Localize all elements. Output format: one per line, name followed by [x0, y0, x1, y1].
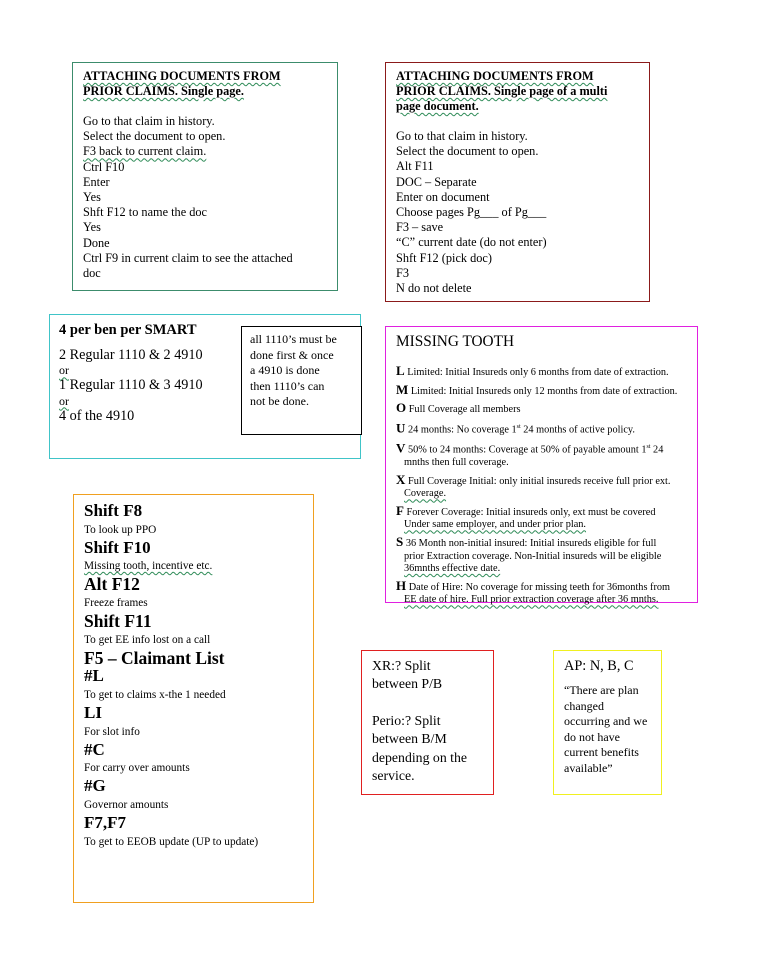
coverage-code: S — [396, 534, 404, 550]
coverage-code: X — [396, 471, 406, 487]
shortcut-key: #G — [84, 776, 106, 796]
coverage-item — [396, 502, 687, 532]
step: N do not delete — [396, 281, 472, 296]
note-box-split — [361, 650, 494, 795]
shortcut-desc: For carry over amounts — [84, 762, 190, 775]
shortcut-desc: To look up PPO — [84, 523, 157, 536]
step: Go to that claim in history. — [83, 114, 215, 128]
split-line: depending on the — [372, 749, 468, 765]
coverage-code: O — [396, 400, 407, 416]
coverage-text: Date of Hire: No coverage for missing teeth for 36months from — [408, 581, 671, 593]
step: doc — [83, 266, 101, 281]
coverage-text: 24 — [650, 444, 664, 456]
note-title: MISSING TOOTH — [396, 333, 514, 350]
shortcut-desc: To get EE info lost on a call — [84, 633, 211, 646]
step: Select the document to open. — [396, 144, 539, 159]
coverage-text: 24 months: No coverage 1 — [407, 424, 517, 436]
step: Shft F12 (pick doc) — [396, 250, 492, 265]
note-box-missing-tooth — [385, 326, 698, 606]
note-line: all 1110’s must be — [250, 332, 337, 346]
step: Enter on document — [396, 189, 490, 204]
step: Enter — [83, 174, 110, 189]
title-line: PRIOR CLAIMS. Single page. — [83, 84, 244, 98]
shortcut-desc: To get to claims x-the 1 needed — [84, 688, 226, 701]
note-box-attaching-multi-page — [385, 62, 650, 302]
shortcut-key: #L — [84, 666, 104, 686]
shortcut-key: Alt F12 — [84, 574, 140, 595]
shortcut-desc: To get to EEOB update (UP to update) — [84, 835, 259, 848]
step: F3 – save — [396, 220, 444, 235]
shortcut-key: Shift F8 — [84, 501, 143, 520]
step: Yes — [83, 190, 101, 205]
coverage-text: 36 Month non-initial insured: Initial insureds eligible for full — [405, 538, 657, 550]
split-line: XR:? Split — [372, 658, 431, 673]
smart-side-note — [241, 326, 362, 435]
coverage-text-continued: Under same employer, and under prior plan. — [404, 519, 587, 531]
coverage-text-continued: Coverage. — [404, 488, 447, 500]
note-line: then 1110’s can — [250, 378, 325, 393]
note-line: a 4910 is done — [250, 363, 320, 377]
coverage-item — [396, 471, 687, 501]
coverage-item — [396, 381, 687, 399]
step: Ctrl F10 — [83, 159, 125, 174]
note-box-shortcuts — [73, 494, 314, 903]
note-line: not be done. — [250, 394, 309, 408]
coverage-item — [396, 536, 687, 576]
shortcut-key: Shift F10 — [84, 537, 151, 557]
coverage-text: Full Coverage Initial: only initial insureds receive full prior ext. — [407, 475, 671, 487]
coverage-item — [396, 402, 687, 417]
note-title: AP: N, B, C — [564, 658, 634, 674]
note-box-attaching-single-page — [72, 62, 338, 291]
split-line: Perio:? Split — [372, 712, 441, 728]
coverage-text: Full Coverage all members — [408, 404, 521, 416]
split-line: service. — [372, 768, 415, 784]
step: DOC – Separate — [396, 174, 477, 189]
shortcut-desc: Freeze frames — [84, 596, 148, 609]
coverage-item — [396, 441, 687, 469]
ordinal-suffix: st — [516, 424, 521, 431]
shortcut-key: F5 – Claimant List — [84, 647, 225, 668]
coverage-item — [396, 577, 687, 607]
coverage-text-continued: EE date of hire. Full prior extraction coverage after 36 mnths. — [404, 594, 659, 606]
note-title — [83, 69, 327, 99]
title-line: PRIOR CLAIMS. Single page of a multi — [396, 84, 608, 98]
step: Select the document to open. — [83, 129, 226, 144]
note-box-ap — [553, 650, 662, 795]
note-title: 4 per ben per SMART — [59, 322, 197, 338]
rule-line: 4 of the 4910 — [59, 407, 135, 424]
coverage-text: 24 months of active policy. — [520, 424, 635, 436]
coverage-text: Limited: Initial Insureds only 12 months from date of extraction. — [410, 385, 678, 397]
step: “C” current date (do not enter) — [396, 235, 547, 250]
title-line: ATTACHING DOCUMENTS FROM — [396, 69, 594, 83]
title-line: ATTACHING DOCUMENTS FROM — [83, 69, 281, 83]
rule-line: 2 Regular 1110 & 2 4910 — [59, 347, 203, 363]
step: Shft F12 to name the doc — [83, 205, 207, 220]
split-line: between B/M — [372, 731, 447, 747]
coverage-code: U — [396, 420, 406, 436]
shortcut-desc: Governor amounts — [84, 798, 169, 811]
title-line: page document. — [396, 99, 479, 113]
coverage-text-continued: mnths then full coverage. — [404, 457, 509, 469]
shortcut-desc: For slot info — [84, 725, 140, 738]
step: Go to that claim in history. — [396, 129, 528, 143]
shortcut-key: F7,F7 — [84, 813, 127, 833]
coverage-text: Forever Coverage: Initial insureds only, ext must be covered — [406, 506, 656, 518]
coverage-code: L — [396, 363, 405, 378]
step: Alt F11 — [396, 159, 434, 174]
coverage-text-continued: 36mnths effective date. — [404, 563, 501, 575]
coverage-text: 50% to 24 months: Coverage at 50% of payable amount 1 — [407, 444, 647, 456]
shortcut-key: LI — [84, 703, 102, 723]
coverage-code: H — [396, 577, 407, 593]
coverage-code: M — [396, 381, 409, 397]
shortcut-desc: Missing tooth, incentive etc. — [84, 560, 213, 573]
rule-line: or — [59, 393, 69, 408]
coverage-code: F — [396, 502, 404, 518]
shortcut-key: Shift F11 — [84, 611, 152, 632]
ordinal-suffix: st — [646, 444, 651, 451]
note-line: done first & once — [250, 347, 334, 362]
coverage-item — [396, 421, 687, 437]
coverage-text-continued: prior Extraction coverage. Non-Initial insureds will be eligible — [404, 550, 662, 562]
coverage-text: Limited: Initial Insureds only 6 months from date of extraction. — [407, 367, 669, 378]
note-title — [396, 69, 639, 114]
step: Choose pages Pg___ of Pg___ — [396, 205, 547, 220]
split-line: between P/B — [372, 676, 443, 692]
coverage-code: V — [396, 440, 406, 456]
step: Yes — [83, 220, 101, 235]
ap-quote: “There are plan changed occurring and we do not have current benefits available” — [564, 683, 648, 775]
step: F3 — [396, 265, 409, 280]
step: Done — [83, 235, 110, 250]
coverage-item — [396, 365, 687, 380]
rule-line: 1 Regular 1110 & 3 4910 — [59, 377, 203, 394]
rule-line: or — [59, 363, 69, 378]
step: F3 back to current claim. — [83, 144, 207, 159]
shortcut-key: #C — [84, 739, 105, 759]
step: Ctrl F9 in current claim to see the attached — [83, 250, 293, 265]
